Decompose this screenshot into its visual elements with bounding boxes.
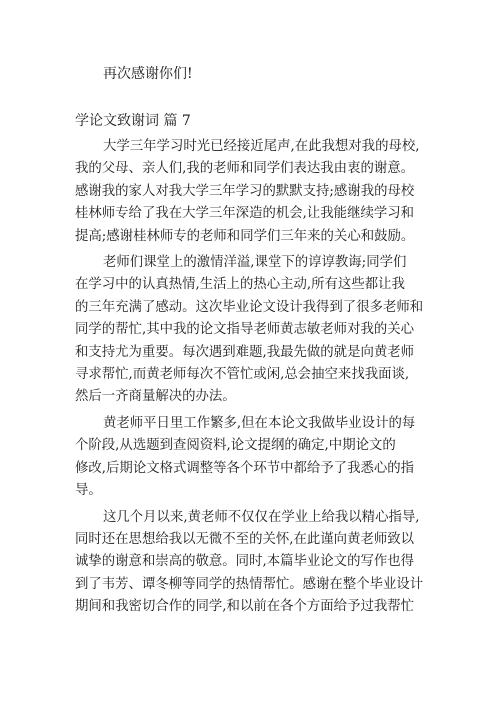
- text-line: 老师们课堂上的激情洋溢,课堂下的谆谆教诲;同学们: [103, 255, 407, 271]
- text-line: 大学三年学习时光已经接近尾声,在此我想对我的母校,: [103, 139, 420, 154]
- text-line: 的三年充满了感动。这次毕业论文设计我得到了很多老师和: [75, 299, 424, 315]
- text-line: 桂林师专给了我在大学三年深造的机会,让我能继续学习和: [75, 206, 415, 222]
- body-text: [75, 136, 435, 623]
- text-line: 修改,后期论文格式调整等各个环节中都给予了我悉心的指: [75, 460, 415, 476]
- paragraph-4: [75, 507, 435, 619]
- text-line: 黄老师平日里工作繁多,但在本论文我做毕业设计的每: [103, 415, 416, 431]
- paragraph-2: [75, 252, 435, 409]
- text-line: 期间和我密切合作的同学,和以前在各个方面给予过我帮忙: [75, 599, 415, 615]
- text-line: 同时还在思想给我以无微不至的关怀,在此谨向黄老师致以: [75, 531, 415, 547]
- text-line: 在学习中的认真热情,生活上的热心主动,所有这些都让我: [75, 277, 405, 293]
- paragraph-3: [75, 413, 435, 503]
- text-line: 寻求帮忙,而黄老师每次不管忙或闲,总会抽空来找我面谈,: [75, 367, 410, 383]
- text-line: 和支持尤为重要。每次遇到难题,我最先做的就是向黄老师: [75, 344, 415, 360]
- text-line: 这几个月以来,黄老师不仅仅在学业上给我以精心指导,: [103, 509, 420, 525]
- text-line: 诚挚的谢意和崇高的敬意。同时,本篇毕业论文的写作也得: [75, 554, 415, 570]
- text-line: 提高;感谢桂林师专的老师和同学们三年来的关心和鼓励。: [75, 228, 415, 244]
- text-line: 然后一齐商量解决的办法。: [75, 389, 236, 405]
- text-line: 导。: [75, 483, 102, 499]
- text-line: 个阶段,从选题到查阅资料,论文提纲的确定,中期论文的: [75, 438, 396, 454]
- closing-line: 再次感谢你们!: [103, 66, 193, 82]
- text-line: 到了韦芳、谭冬柳等同学的热情帮忙。感谢在整个毕业设计: [75, 576, 424, 592]
- text-line: 同学的帮忙,其中我的论文指导老师黄志敏老师对我的关心: [75, 322, 415, 338]
- paragraph-1: [75, 136, 435, 248]
- text-line: 我的父母、亲人们,我的老师和同学们表达我由衷的谢意。: [75, 161, 415, 177]
- text-line: 感谢我的家人对我大学三年学习的默默支持;感谢我的母校: [75, 183, 415, 199]
- section-heading: 学论文致谢词 篇 7: [75, 113, 191, 129]
